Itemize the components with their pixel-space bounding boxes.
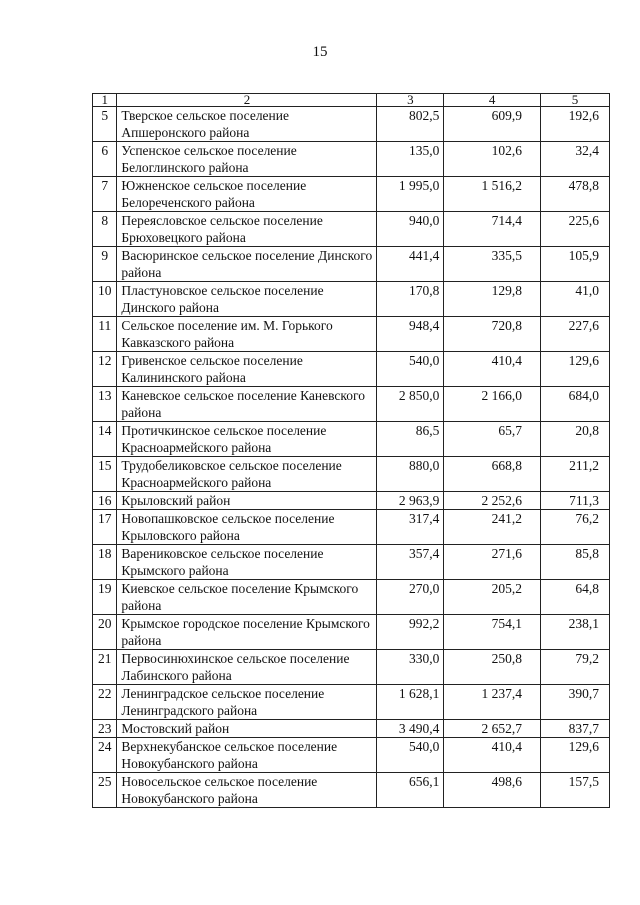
row-col-3: 802,5 <box>377 107 444 142</box>
row-col-4: 410,4 <box>444 738 541 773</box>
row-number: 25 <box>93 773 117 808</box>
row-col-4: 1 237,4 <box>444 685 541 720</box>
row-col-5: 238,1 <box>540 615 609 650</box>
row-col-3: 357,4 <box>377 545 444 580</box>
table-row <box>93 615 610 650</box>
table-row <box>93 650 610 685</box>
table-body <box>93 107 610 808</box>
header-col-5: 5 <box>540 94 609 107</box>
row-number: 11 <box>93 317 117 352</box>
table-row <box>93 738 610 773</box>
row-col-4: 668,8 <box>444 457 541 492</box>
table-row <box>93 580 610 615</box>
row-name: Новосельское сельское поселение Новокубанского района <box>117 773 377 808</box>
row-col-4: 271,6 <box>444 545 541 580</box>
row-col-3: 135,0 <box>377 142 444 177</box>
row-col-3: 992,2 <box>377 615 444 650</box>
row-col-5: 227,6 <box>540 317 609 352</box>
row-name: Пластуновское сельское поселение Динского района <box>117 282 377 317</box>
row-number: 15 <box>93 457 117 492</box>
row-number: 17 <box>93 510 117 545</box>
row-col-3: 330,0 <box>377 650 444 685</box>
table-row <box>93 387 610 422</box>
row-number: 16 <box>93 492 117 510</box>
row-col-3: 2 850,0 <box>377 387 444 422</box>
header-col-3: 3 <box>377 94 444 107</box>
row-name: Каневское сельское поселение Каневского района <box>117 387 377 422</box>
row-col-4: 714,4 <box>444 212 541 247</box>
table-header-row <box>93 94 610 107</box>
row-col-5: 85,8 <box>540 545 609 580</box>
row-col-3: 3 490,4 <box>377 720 444 738</box>
row-col-5: 79,2 <box>540 650 609 685</box>
row-name: Протичкинское сельское поселение Красноармейского района <box>117 422 377 457</box>
row-col-5: 32,4 <box>540 142 609 177</box>
row-col-5: 225,6 <box>540 212 609 247</box>
row-col-3: 540,0 <box>377 352 444 387</box>
row-name: Крымское городское поселение Крымского района <box>117 615 377 650</box>
row-col-5: 390,7 <box>540 685 609 720</box>
row-number: 10 <box>93 282 117 317</box>
row-col-4: 2 166,0 <box>444 387 541 422</box>
row-name: Новопашковское сельское поселение Крыловского района <box>117 510 377 545</box>
row-col-4: 250,8 <box>444 650 541 685</box>
row-col-5: 837,7 <box>540 720 609 738</box>
row-name: Верхнекубанское сельское поселение Новокубанского района <box>117 738 377 773</box>
table-row <box>93 510 610 545</box>
table-row <box>93 685 610 720</box>
row-number: 7 <box>93 177 117 212</box>
row-col-3: 1 995,0 <box>377 177 444 212</box>
row-col-4: 609,9 <box>444 107 541 142</box>
row-col-5: 129,6 <box>540 738 609 773</box>
row-col-4: 129,8 <box>444 282 541 317</box>
row-col-5: 192,6 <box>540 107 609 142</box>
row-col-3: 441,4 <box>377 247 444 282</box>
table-row <box>93 352 610 387</box>
row-number: 6 <box>93 142 117 177</box>
row-number: 9 <box>93 247 117 282</box>
row-name: Сельское поселение им. М. Горького Кавказского района <box>117 317 377 352</box>
row-number: 20 <box>93 615 117 650</box>
header-col-2: 2 <box>117 94 377 107</box>
row-col-3: 656,1 <box>377 773 444 808</box>
table-row <box>93 142 610 177</box>
row-number: 13 <box>93 387 117 422</box>
row-name: Южненское сельское поселение Белореченского района <box>117 177 377 212</box>
row-col-4: 2 252,6 <box>444 492 541 510</box>
table-row <box>93 720 610 738</box>
page-number: 15 <box>312 44 328 60</box>
header-col-1: 1 <box>93 94 117 107</box>
row-col-5: 157,5 <box>540 773 609 808</box>
row-col-5: 20,8 <box>540 422 609 457</box>
row-col-4: 241,2 <box>444 510 541 545</box>
row-name: Мостовский район <box>117 720 377 738</box>
row-col-5: 478,8 <box>540 177 609 212</box>
header-col-4: 4 <box>444 94 541 107</box>
table-row <box>93 773 610 808</box>
row-col-5: 41,0 <box>540 282 609 317</box>
row-name: Переясловское сельское поселение Брюховецкого района <box>117 212 377 247</box>
row-name: Варениковское сельское поселение Крымского района <box>117 545 377 580</box>
row-col-3: 2 963,9 <box>377 492 444 510</box>
row-col-5: 129,6 <box>540 352 609 387</box>
row-col-4: 2 652,7 <box>444 720 541 738</box>
row-col-5: 711,3 <box>540 492 609 510</box>
row-col-4: 205,2 <box>444 580 541 615</box>
table-row <box>93 247 610 282</box>
row-col-3: 880,0 <box>377 457 444 492</box>
table-row <box>93 212 610 247</box>
row-name: Первосинюхинское сельское поселение Лабинского района <box>117 650 377 685</box>
row-col-4: 498,6 <box>444 773 541 808</box>
row-col-3: 170,8 <box>377 282 444 317</box>
row-col-5: 76,2 <box>540 510 609 545</box>
row-col-3: 940,0 <box>377 212 444 247</box>
row-col-3: 317,4 <box>377 510 444 545</box>
row-col-5: 211,2 <box>540 457 609 492</box>
row-col-3: 86,5 <box>377 422 444 457</box>
table-row <box>93 492 610 510</box>
row-name: Васюринское сельское поселение Динского района <box>117 247 377 282</box>
row-name: Трудобеликовское сельское поселение Красноармейского района <box>117 457 377 492</box>
row-number: 8 <box>93 212 117 247</box>
row-number: 14 <box>93 422 117 457</box>
row-col-4: 754,1 <box>444 615 541 650</box>
table-row <box>93 545 610 580</box>
row-name: Тверское сельское поселение Апшеронского района <box>117 107 377 142</box>
table-row <box>93 282 610 317</box>
row-number: 24 <box>93 738 117 773</box>
row-col-4: 1 516,2 <box>444 177 541 212</box>
row-name: Успенское сельское поселение Белоглинского района <box>117 142 377 177</box>
table-row <box>93 177 610 212</box>
table-row <box>93 107 610 142</box>
row-number: 21 <box>93 650 117 685</box>
row-number: 19 <box>93 580 117 615</box>
row-number: 12 <box>93 352 117 387</box>
row-name: Крыловский район <box>117 492 377 510</box>
row-number: 23 <box>93 720 117 738</box>
row-name: Ленинградское сельское поселение Ленинградского района <box>117 685 377 720</box>
row-col-4: 335,5 <box>444 247 541 282</box>
row-col-3: 1 628,1 <box>377 685 444 720</box>
row-col-4: 720,8 <box>444 317 541 352</box>
row-number: 18 <box>93 545 117 580</box>
row-number: 22 <box>93 685 117 720</box>
row-col-4: 65,7 <box>444 422 541 457</box>
table-row <box>93 457 610 492</box>
table-row <box>93 422 610 457</box>
row-col-4: 410,4 <box>444 352 541 387</box>
row-col-3: 948,4 <box>377 317 444 352</box>
row-number: 5 <box>93 107 117 142</box>
row-col-3: 270,0 <box>377 580 444 615</box>
row-col-5: 64,8 <box>540 580 609 615</box>
row-col-4: 102,6 <box>444 142 541 177</box>
row-name: Киевское сельское поселение Крымского района <box>117 580 377 615</box>
row-name: Гривенское сельское поселение Калининского района <box>117 352 377 387</box>
table-row <box>93 317 610 352</box>
row-col-5: 684,0 <box>540 387 609 422</box>
allocation-table <box>92 93 610 808</box>
row-col-3: 540,0 <box>377 738 444 773</box>
row-col-5: 105,9 <box>540 247 609 282</box>
